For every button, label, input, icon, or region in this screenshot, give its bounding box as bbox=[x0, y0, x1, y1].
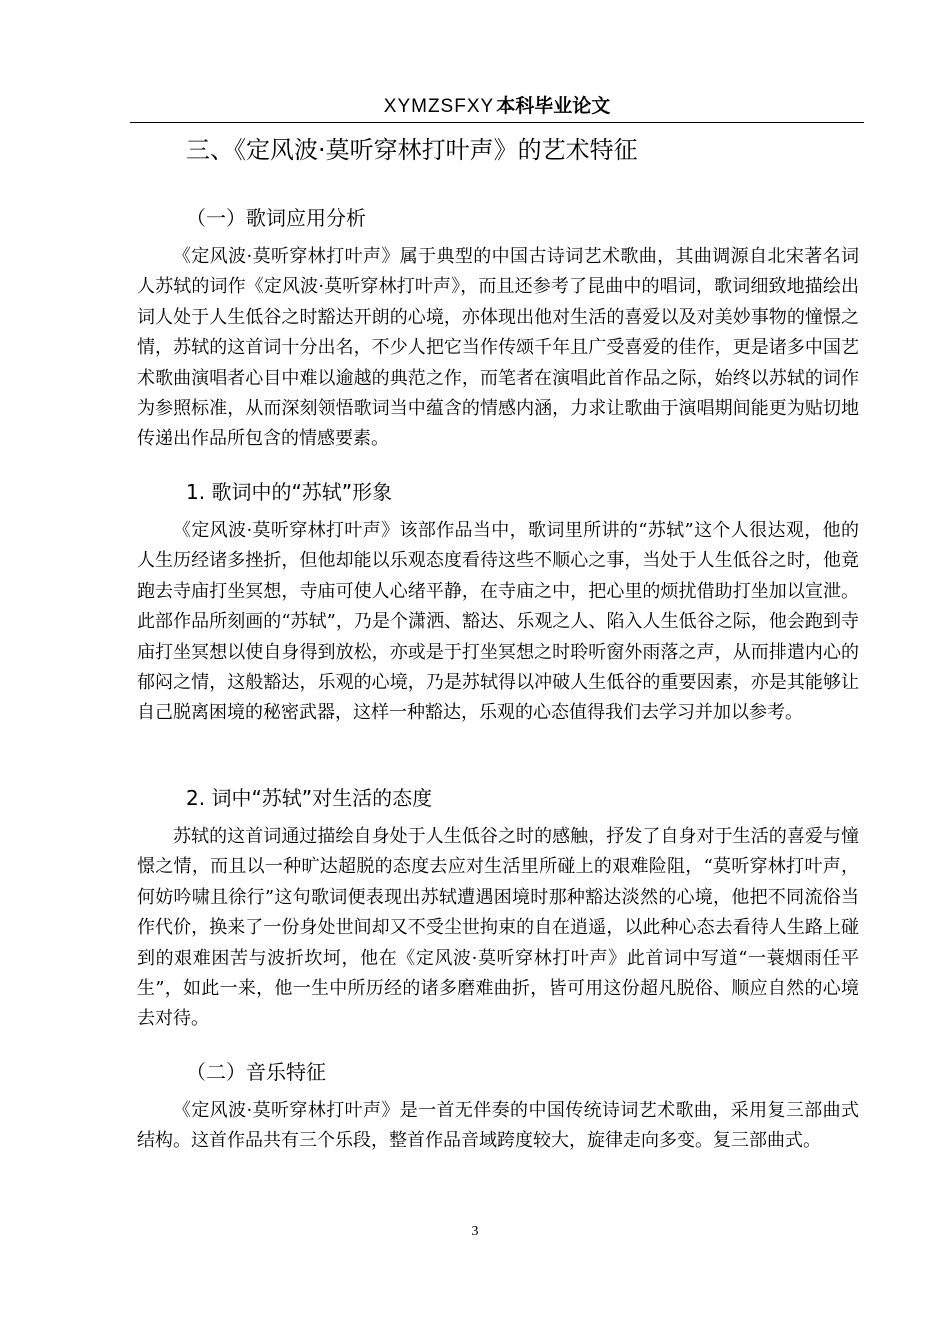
point-title-attitude: 2. 词中“苏轼”对生活的态度 bbox=[186, 786, 433, 810]
page-number: 3 bbox=[471, 1224, 479, 1239]
page-header bbox=[130, 92, 864, 123]
paragraph-life-attitude: 苏轼的这首词通过描绘自身处于人生低谷之时的感触，抒发了自身对于生活的喜爱与憧憬之情，而且以一种旷达超脱的态度去应对生活里所碰上的艰难险阻，“莫听穿林打叶声，何妨吟啸且徐行”这句歌词便表现出苏轼遭遇困境时那种豁达淡然的心境，他把不同流俗当作代价，换来了一份身处世间却又不受尘世拘束的自在逍遥，以此种心态去看待人生路上碰到的艰难困苦与波折坎坷，他在《定风波·莫听穿林打叶声》此首词中写道“一蓑烟雨任平生”，如此一来，他一生中所历经的诸多磨难曲折，皆可用这份超凡脱俗、顺应自然的心境去对待。 bbox=[137, 826, 859, 1030]
paragraph-sushi-image: 《定风波·莫听穿林打叶声》该部作品当中，歌词里所讲的“苏轼”这个人很达观，他的人生历经诸多挫折，但他却能以乐观态度看待这些不顺心之事，当处于人生低谷之时，他竟跑去寺庙打坐冥想，寺庙可使人心绪平静，在寺庙之中，把心里的烦扰借助打坐加以宣泄。此部作品所刻画的“苏轼”，乃是个潇洒、豁达、乐观之人、陷入人生低谷之际，他会跑到寺庙打坐冥想以使自身得到放松，亦或是于打坐冥想之时聆听窗外雨落之声，从而排遣内心的郁闷之情，这般豁达，乐观的心境，乃是苏轼得以冲破人生低谷的重要因素，亦是其能够让自己脱离困境的秘密武器，这样一种豁达，乐观的心态值得我们去学习并加以参考。 bbox=[137, 520, 859, 724]
section-title: 三、《定风波·莫听穿林打叶声》的艺术特征 bbox=[186, 136, 638, 164]
header-label: 本科毕业论文 bbox=[496, 95, 611, 117]
point-title-image: 1. 歌词中的“苏轼”形象 bbox=[186, 480, 393, 504]
paragraph-music-features: 《定风波·莫听穿林打叶声》是一首无伴奏的中国传统诗词艺术歌曲，采用复三部曲式结构。这首作品共有三个乐段，整首作品音域跨度较大，旋律走向多变。复三部曲式。 bbox=[137, 1100, 859, 1152]
subsection-title-lyrics: （一）歌词应用分析 bbox=[186, 206, 366, 230]
paragraph-lyrics-analysis: 《定风波·莫听穿林打叶声》属于典型的中国古诗词艺术歌曲，其曲调源自北宋著名词人苏轼的词作《定风波·莫听穿林打叶声》，而且还参考了昆曲中的唱词，歌词细致地描绘出词人处于人生低谷之时豁达开朗的心境，亦体现出他对生活的喜爱以及对美妙事物的憧憬之情，苏轼的这首词十分出名，不少人把它当作传颂千年且广受喜爱的佳作，更是诸多中国艺术歌曲演唱者心目中难以逾越的典范之作，而笔者在演唱此首作品之际，始终以苏轼的词作为参照标准，从而深刻领悟歌词当中蕴含的情感内涵，力求让歌曲于演唱期间能更为贴切地传递出作品所包含的情感要素。 bbox=[137, 246, 859, 450]
header-code: XYMZSFXY bbox=[383, 96, 495, 117]
subsection-title-music: （二）音乐特征 bbox=[186, 1060, 326, 1084]
